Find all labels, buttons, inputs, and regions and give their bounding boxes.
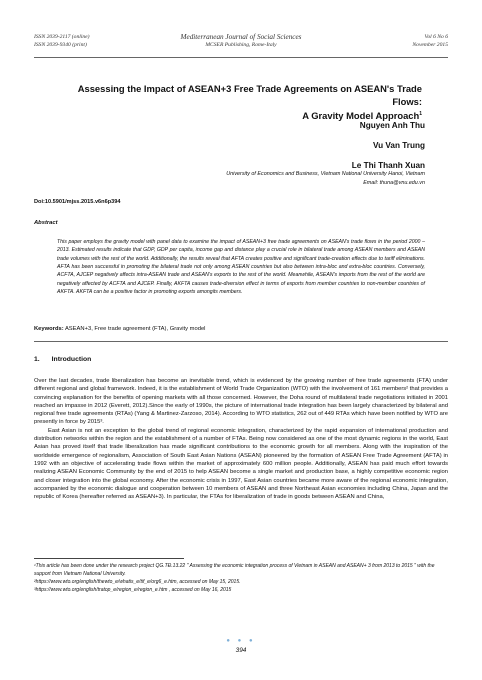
footnote-link[interactable]: ³https://www.wto.org/english/tratop_e/region_e/region_e.htm , accessed on May 16, 2015 <box>34 587 232 593</box>
page-number: 394 <box>235 647 247 654</box>
doi[interactable]: Doi:10.5901/mjss.2015.v6n6p394 <box>34 199 121 205</box>
header-divider <box>34 57 448 58</box>
paragraph: East Asian is not an exception to the global trend of regional economic integration, characterized by the rapid expansion of international production and distribution networks within the region and the establishment of a number of FTAs. Being now considered as one of the most dynamic regions in the world, East Asian has proved itself that trade liberalization has made significant contributions to the economic growth for all members. Along with the inspiration of the worldwide emergence of regionalism, Association of South East Asian Nations (ASEAN) pioneered by the formation of ASEAN Free Trade Agreement (AFTA) in 1992 with an objective of accelerating trade flows within the market of approximately 600 million people. Additionally, ASEAN has paid much effort towards realizing ASEAN Economic Community by the end of 2015 to help ASEAN become a single market and production base, a highly competitive economic region and closer integration into the global economy. After the economic crisis in 1997, East Asian countries became more aware of the regional economic integration, accompanied by the economic dialogue and cooperation between 10 members of ASEAN and three Northeast Asian economies including China, Japan and the republic of Korea (hereafter referred as ASEAN+3). In particular, the FTAs for liberalization of trade in goods between ASEAN and China, <box>34 427 448 501</box>
email[interactable]: Email: thuna@vnu.edu.vn <box>363 179 425 186</box>
title-line-1: Assessing the Impact of ASEAN+3 Free Trade Agreements on ASEAN's Trade Flows: <box>77 83 422 107</box>
volume: Vol 6 No 6 <box>424 34 448 40</box>
title-line-2-text: A Gravity Model Approach <box>302 110 420 122</box>
author: Vu Van Trung <box>372 141 425 150</box>
abstract-heading: Abstract <box>34 220 58 226</box>
author: Le Thi Thanh Xuan <box>351 161 425 170</box>
issn-online: ISSN 2039-2117 (online) <box>34 34 90 40</box>
running-header <box>34 33 448 55</box>
publisher: MCSER Publishing, Rome-Italy <box>205 42 277 48</box>
footnote: ¹This article has been done under the research project QG.TĐ.13.22 " Assessing the economic integration process of Vietnam in ASEAN and ASEAN+ 3 from 2013 to 2015 " with the support from Vietnam National University. <box>34 563 435 577</box>
footnote-divider <box>34 558 184 559</box>
issue-block <box>412 33 448 49</box>
issue-date: November 2015 <box>412 42 448 48</box>
keywords-line <box>34 326 205 332</box>
journal-block <box>34 33 448 49</box>
author: Nguyen Anh Thu <box>359 121 425 130</box>
keywords-label: Keywords: <box>34 326 64 332</box>
page-dots-ornament: ● ● ● <box>226 638 256 644</box>
section-divider <box>34 341 448 342</box>
journal-name: Mediterranean Journal of Social Sciences <box>180 33 302 41</box>
abstract-text: This paper employs the gravity model with panel data to examine the impact of ASEAN+3 free trade agreements on ASEAN's trade flows in the period 2000 – 2013. Estimated results indicate that GDP, GDP per capita, income gap and distance play a crucial role in bilateral trade among ASEAN members and ASEAN trade volumes with the rest of the world. Additionally, the results reveal that AFTA creates positive and significant trade-creation effects due to tariff eliminations. AFTA has been successful in promoting the bilateral trade not only among ASEAN countries but also between intra-bloc and extra-bloc countries. Conversely, ACFTA, AJCEP negatively affects intra-ASEAN trade and ASEAN's exports to the rest of the world. Meanwhile, ASEAN's imports from the rest of the world are negatively affected by ACFTA and AJCEP. Finally, AKFTA causes trade-diversion effect in terms of exports from member countries to non-member countries of AKFTA. AKFTA can be a positive factor in promoting exports amongits members. <box>57 239 425 296</box>
affiliation-block <box>226 170 425 187</box>
title-footnote-mark: 1 <box>419 111 422 117</box>
paragraph: Over the last decades, trade liberalization has become an inevitable trend, which is evidenced by the growing number of free trade agreements (FTA) under different regional and global framework. Indeed, it is the establishment of World Trade Organization (WTO) with the involvement of 161 members² that provides a convincing explanation for the benefits of opening markets with all those concerned. However, the Doha round of multilateral trade negotiations initiated in 2001 reached an impasse in 2012 (Everett, 2012).Since the early of 1990s, the picture of international trade integration has been largely characterized by bilateral and regional free trade agreements (RTAs) (Yang & Martinez-Zarzoso, 2014). According to WTO statistics, 262 out of 449 RTAs which have been notified by WTO are presently in force by 2015³. <box>34 378 448 426</box>
footnote-link[interactable]: ²https://www.wto.org/english/thewto_e/whatis_e/tif_e/org6_e.htm, accessed on May 15, 2015. <box>34 579 241 585</box>
section-number: 1. <box>34 356 40 363</box>
affiliation: University of Economics and Business, Vietnam National University Hanoi, Vietnam <box>226 171 425 177</box>
section-heading <box>34 356 91 363</box>
keywords: ASEAN+3, Free trade agreement (FTA), Gravity model <box>64 326 206 332</box>
author-list <box>352 116 425 176</box>
issn-print: ISSN 2039-9340 (print) <box>34 42 87 48</box>
footnotes <box>34 562 448 594</box>
section-title: Introduction <box>51 356 92 363</box>
body-text <box>34 377 448 501</box>
